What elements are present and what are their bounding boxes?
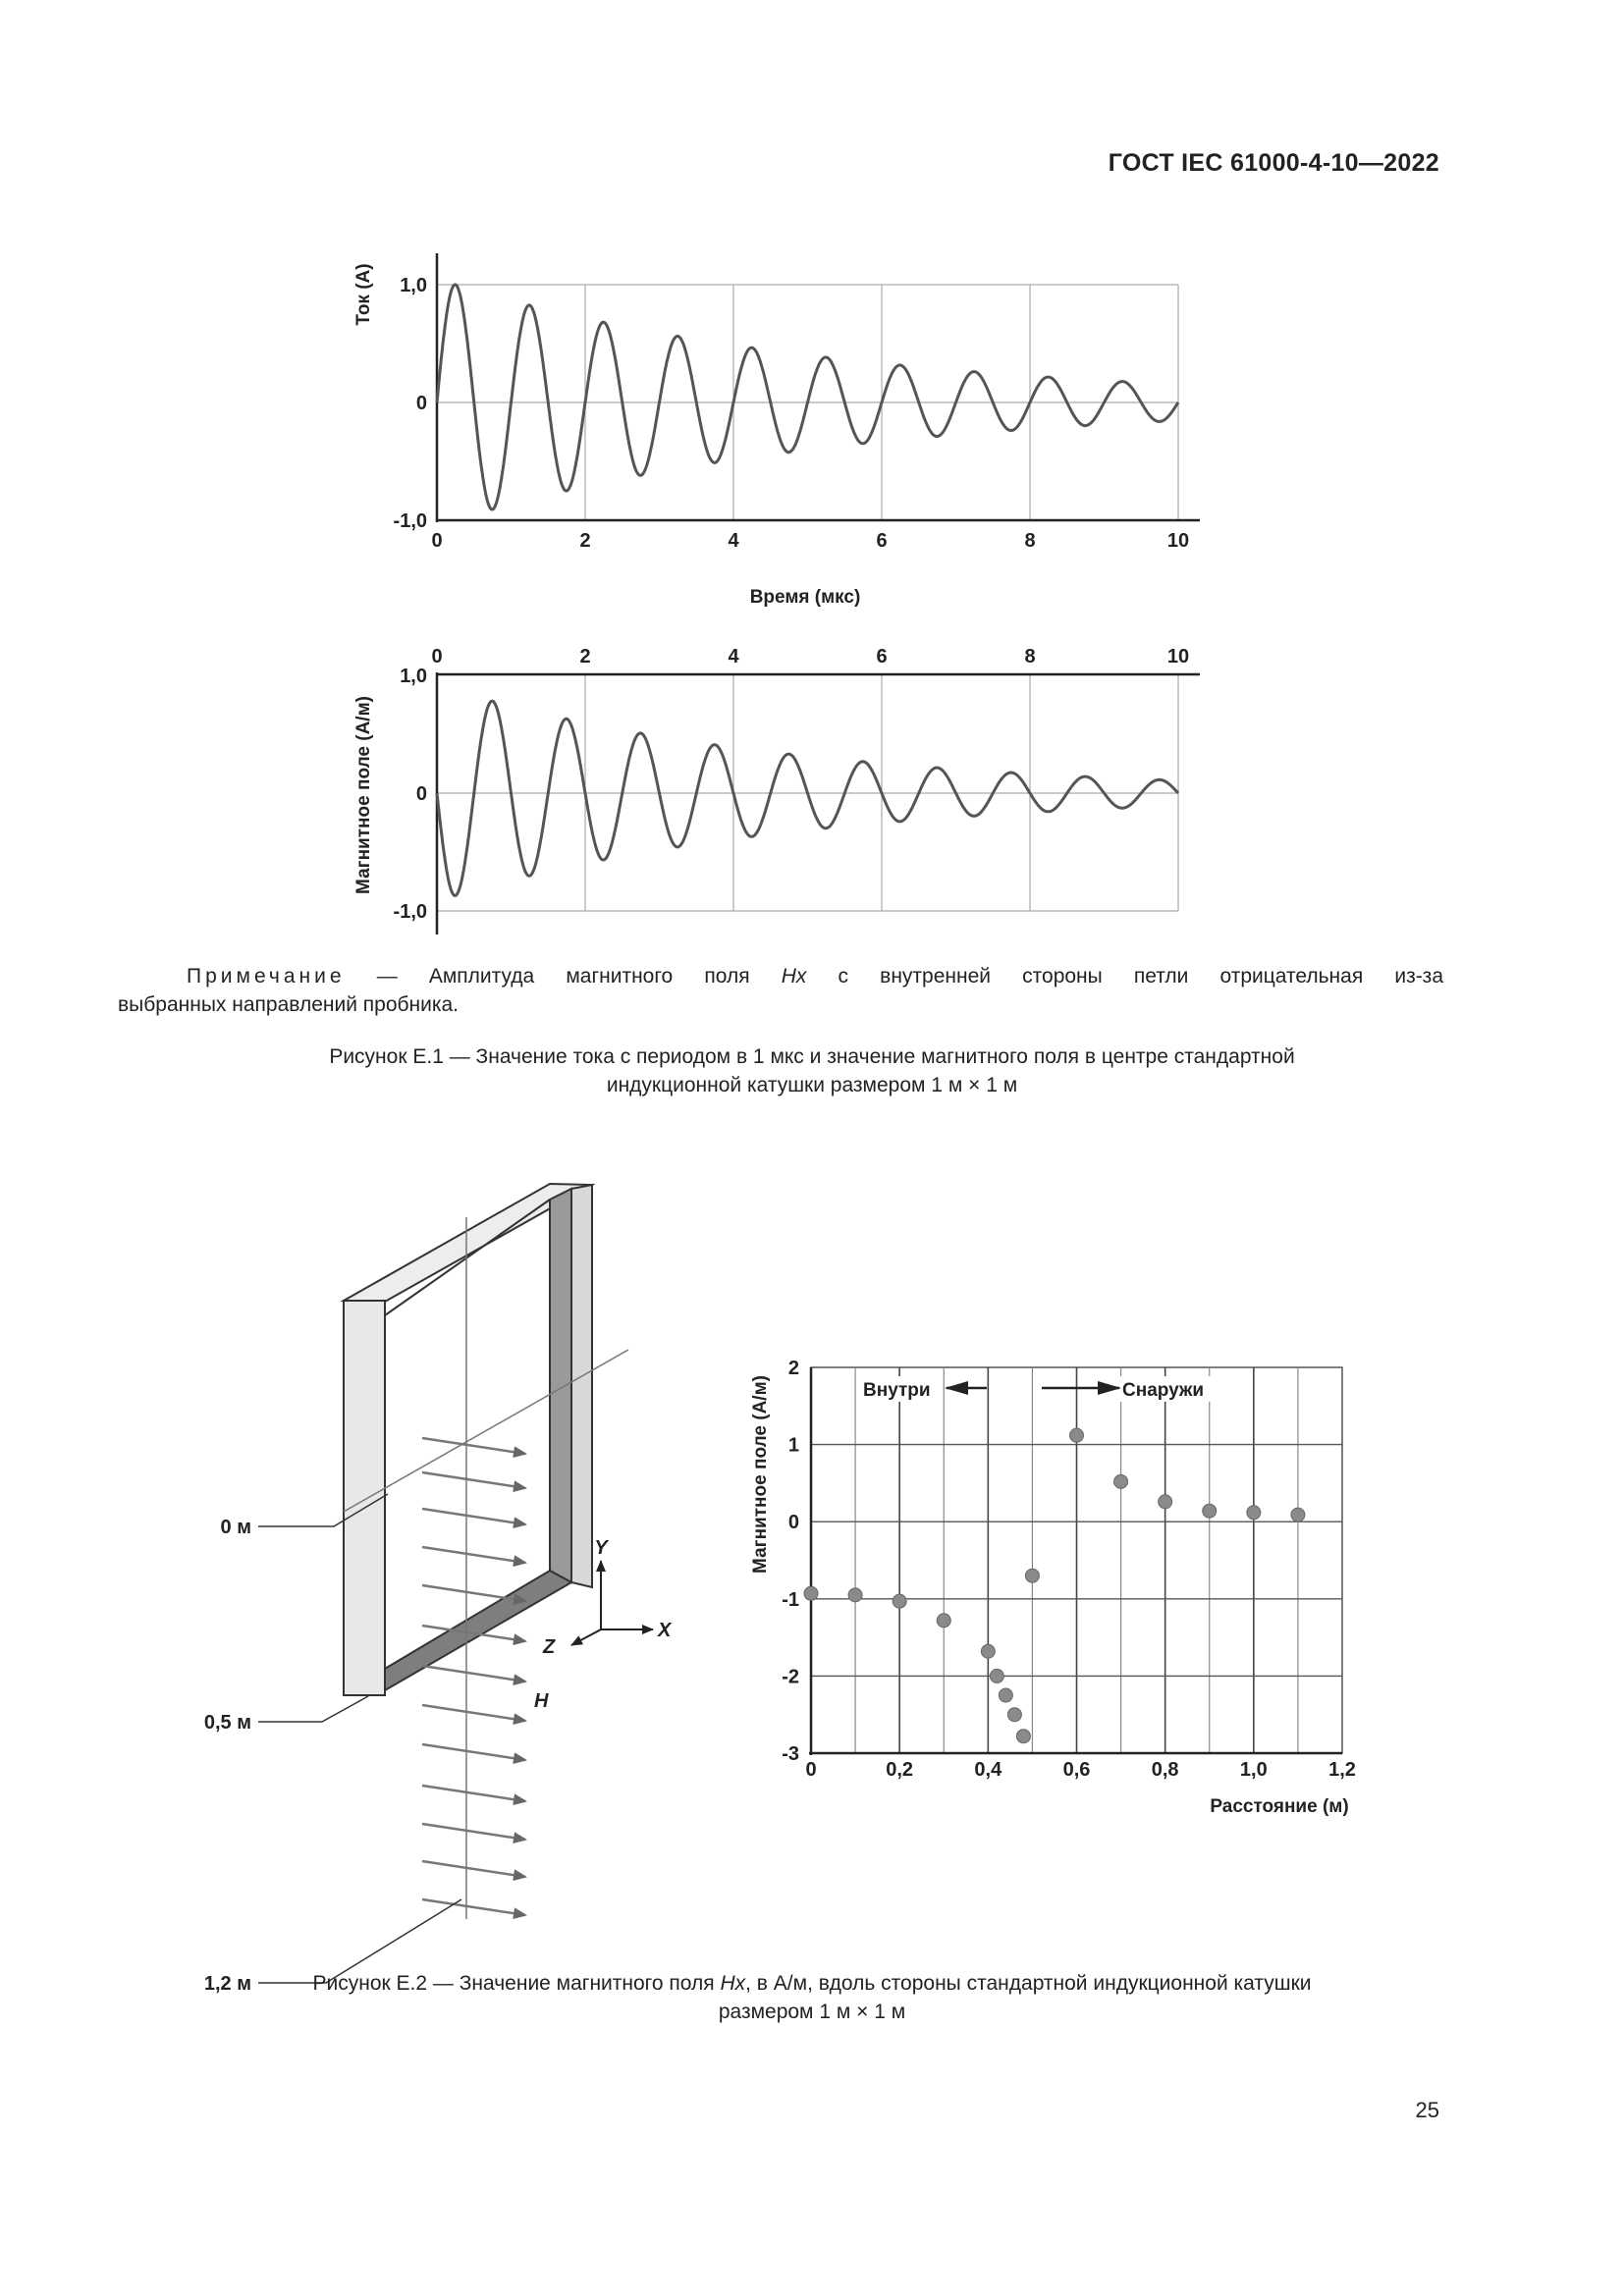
x-tick-label: 6 <box>876 646 888 667</box>
scatter-point <box>893 1594 906 1608</box>
scatter-x-tick: 1,2 <box>1328 1759 1356 1781</box>
scatter-y-tick: -3 <box>782 1743 799 1765</box>
field-arrow <box>422 1547 525 1563</box>
x-tick-label: 4 <box>728 646 739 667</box>
scatter-point <box>1159 1495 1172 1509</box>
coil-inner-side <box>550 1189 571 1582</box>
scatter-y-tick: 0 <box>787 1512 799 1534</box>
scatter-x-tick: 0,2 <box>886 1759 914 1781</box>
current-chart-xlabel: Время (мкс) <box>749 587 861 608</box>
scatter-point <box>981 1644 995 1658</box>
figure-e2-caption-var: Hx <box>720 1972 746 1995</box>
scatter-x-tick: 0,8 <box>1151 1759 1179 1781</box>
note-text-2: с внутренней стороны петли отрицательная из-за <box>806 965 1443 988</box>
scatter-point <box>1203 1504 1217 1518</box>
scatter-x-tick: 0 <box>805 1759 817 1781</box>
field-arrow <box>422 1472 525 1488</box>
coil-left-post <box>344 1301 385 1695</box>
figure-e2-caption-a: Рисунок E.2 — Значение магнитного поля <box>312 1972 721 1995</box>
scatter-ylabel: Магнитное поле (А/м) <box>750 1375 771 1574</box>
label-05m: 0,5 м <box>203 1712 251 1734</box>
coil-diagram <box>204 1184 673 1995</box>
field-arrow <box>422 1666 525 1682</box>
current-chart-ylabel: Ток (А) <box>353 263 374 326</box>
note-variable: Hx <box>781 965 807 988</box>
x-tick-label: 10 <box>1166 530 1190 552</box>
y-tick-label: 1,0 <box>400 666 427 687</box>
field-arrow <box>422 1899 525 1915</box>
field-arrow <box>422 1585 525 1601</box>
field-chart-ylabel: Магнитное поле (А/м) <box>353 696 374 894</box>
field-arrow <box>422 1861 525 1877</box>
y-tick-label: 0 <box>415 393 427 414</box>
note-line-2: выбранных направлений пробника. <box>118 993 460 1016</box>
scatter-y-tick: 1 <box>787 1434 799 1457</box>
label-0m: 0 м <box>220 1517 251 1538</box>
scatter-point <box>1070 1428 1084 1442</box>
coil-bottom-inner <box>385 1571 571 1690</box>
scatter-xlabel: Расстояние (м) <box>1210 1796 1349 1817</box>
scatter-x-tick: 0,4 <box>974 1759 1002 1781</box>
x-tick-label: 10 <box>1166 646 1190 667</box>
scatter-point <box>1025 1569 1039 1582</box>
page-number: 25 <box>1415 2098 1439 2122</box>
scatter-point <box>804 1586 818 1600</box>
coil-right-edge <box>571 1185 592 1587</box>
z-axis-arrow <box>571 1629 601 1645</box>
x-tick-label: 2 <box>579 530 591 552</box>
figure-e2-caption-b: , в А/м, вдоль стороны стандартной индукционной катушки <box>745 1972 1312 1995</box>
scatter-x-tick: 0,6 <box>1062 1759 1091 1781</box>
scatter-point <box>1114 1474 1128 1488</box>
field-arrow <box>422 1438 525 1454</box>
annotation-outside: Снаружи <box>1122 1380 1205 1401</box>
distance-scatter-chart <box>750 1358 1356 1817</box>
x-axis-label: X <box>658 1620 672 1641</box>
z-axis-label: Z <box>543 1636 556 1658</box>
scatter-x-tick: 1,0 <box>1239 1759 1268 1781</box>
figure-e2-caption <box>174 1969 1450 2026</box>
x-tick-label: 2 <box>579 646 591 667</box>
x-tick-label: 8 <box>1024 646 1036 667</box>
scatter-point <box>848 1588 862 1602</box>
y-tick-label: -1,0 <box>393 901 427 923</box>
note-text: — Амплитуда магнитного поля <box>345 965 782 988</box>
scatter-point <box>1247 1506 1261 1520</box>
y-tick-label: -1,0 <box>393 510 427 532</box>
figure-e2-caption-line2: размером 1 м × 1 м <box>718 2001 906 2023</box>
document-header: ГОСТ IEC 61000-4-10—2022 <box>1108 149 1439 177</box>
x-tick-label: 8 <box>1024 530 1036 552</box>
y-tick-label: 1,0 <box>400 275 427 296</box>
field-arrow <box>422 1509 525 1524</box>
scatter-point <box>1007 1708 1021 1722</box>
x-tick-label: 0 <box>431 530 443 552</box>
y-tick-label: 0 <box>415 783 427 805</box>
y-axis-label: Y <box>594 1537 608 1559</box>
field-arrow <box>422 1824 525 1840</box>
scatter-point <box>937 1614 950 1628</box>
x-tick-label: 0 <box>431 646 443 667</box>
field-arrow <box>422 1705 525 1721</box>
scatter-point <box>1291 1508 1305 1522</box>
annotation-inside: Внутри <box>863 1380 931 1401</box>
figure-e1-caption-line2: индукционной катушки размером 1 м × 1 м <box>606 1074 1018 1096</box>
x-tick-label: 6 <box>876 530 888 552</box>
scatter-y-tick: -2 <box>782 1666 799 1688</box>
figure-e1-caption-line1: Рисунок E.1 — Значение тока с периодом в 1 мкс и значение магнитного поля в центре стандартной <box>329 1045 1295 1068</box>
label-12m: 1,2 м <box>203 1973 251 1995</box>
note-prefix: Примечание <box>187 965 346 988</box>
scatter-point <box>1016 1730 1030 1743</box>
field-h-label: H <box>534 1690 549 1712</box>
x-tick-label: 4 <box>728 530 739 552</box>
scatter-y-tick: -1 <box>782 1588 799 1611</box>
scatter-point <box>990 1669 1003 1682</box>
scatter-point <box>999 1688 1012 1702</box>
field-arrow <box>422 1786 525 1801</box>
scatter-y-tick: 2 <box>787 1358 799 1379</box>
field-arrow <box>422 1744 525 1760</box>
